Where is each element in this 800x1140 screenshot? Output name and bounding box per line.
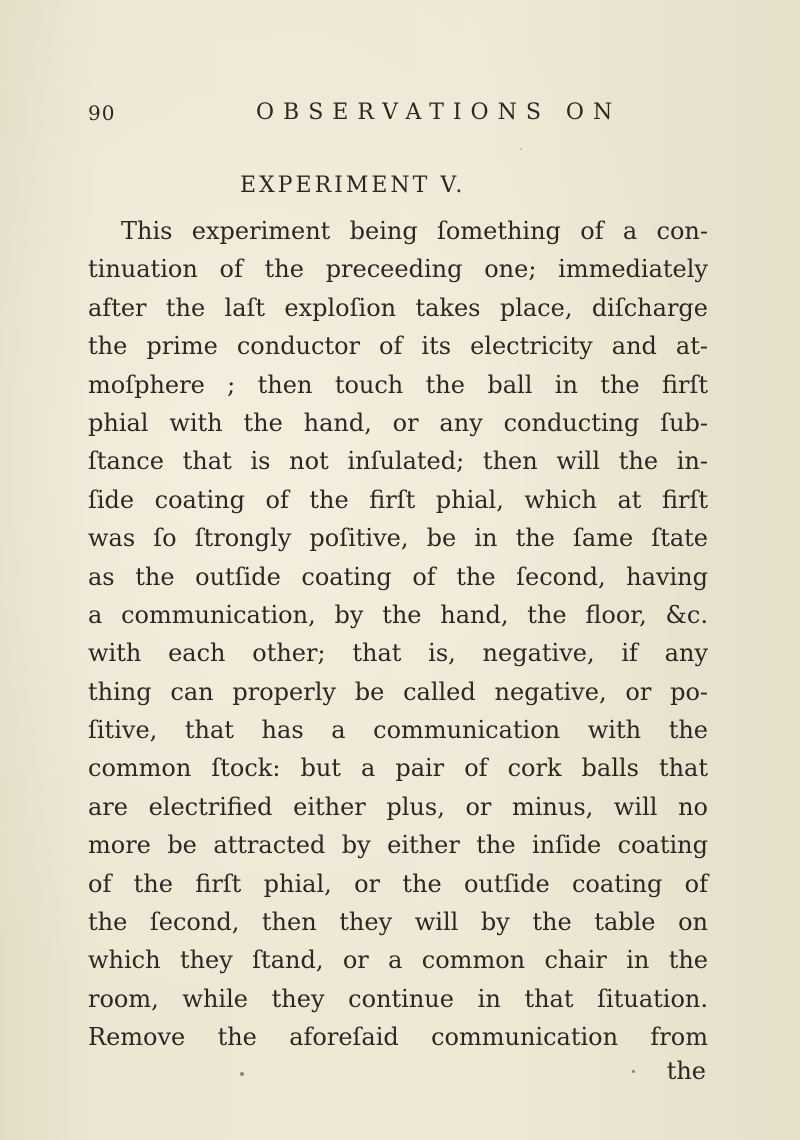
text-line: as the outſide coating of the ſecond, having (88, 562, 708, 591)
text-line: with each other; that is, negative, if any (88, 639, 708, 668)
page-number: 90 (88, 101, 116, 125)
text-line: This experiment being ſomething of a con- (121, 217, 708, 245)
text-line: tinuation of the preceeding one; immediately (88, 255, 708, 284)
text-line: the ſecond, then they will by the table on (88, 908, 708, 937)
text-line: a communication, by the hand, the floor, &c. (88, 600, 708, 629)
text-line: which they ſtand, or a common chair in the (88, 946, 708, 975)
text-line: Remove the aforeſaid communication from (88, 1023, 708, 1052)
paper-speck (240, 1072, 244, 1076)
text-line: ſitive, that has a communication with the (88, 716, 708, 745)
text-line: of the firſt phial, or the outſide coating of (88, 869, 708, 898)
text-line: was ſo ſtrongly poſitive, be in the ſame ſtate (88, 524, 708, 553)
text-line: more be attracted by either the inſide coating (88, 831, 708, 860)
text-line: ſide coating of the firſt phial, which at firſt (88, 485, 708, 514)
running-head (88, 98, 708, 128)
text-line: common ſtock: but a pair of cork balls that (88, 754, 708, 783)
running-title: OBSERVATIONS ON (256, 100, 622, 125)
text-line: after the laſt exploſion takes place, diſcharge (88, 293, 708, 322)
text-line: room, while they continue in that ſituation. (88, 984, 708, 1013)
experiment-heading: EXPERIMENT V. (240, 173, 466, 198)
text-line: the prime conductor of its electricity and at- (88, 332, 708, 361)
text-line: thing can properly be called negative, or po- (88, 677, 708, 706)
text-line: phial with the hand, or any conducting ſub- (88, 408, 708, 437)
body-paragraph (88, 212, 708, 1057)
text-line: are electrified either plus, or minus, will no (88, 792, 708, 821)
text-line: ſtance that is not inſulated; then will the in- (88, 447, 708, 476)
paper-speck (632, 1070, 635, 1073)
paper-speck (520, 148, 522, 150)
text-line: moſphere ; then touch the ball in the firſt (88, 370, 708, 399)
catchword: the (666, 1057, 706, 1085)
